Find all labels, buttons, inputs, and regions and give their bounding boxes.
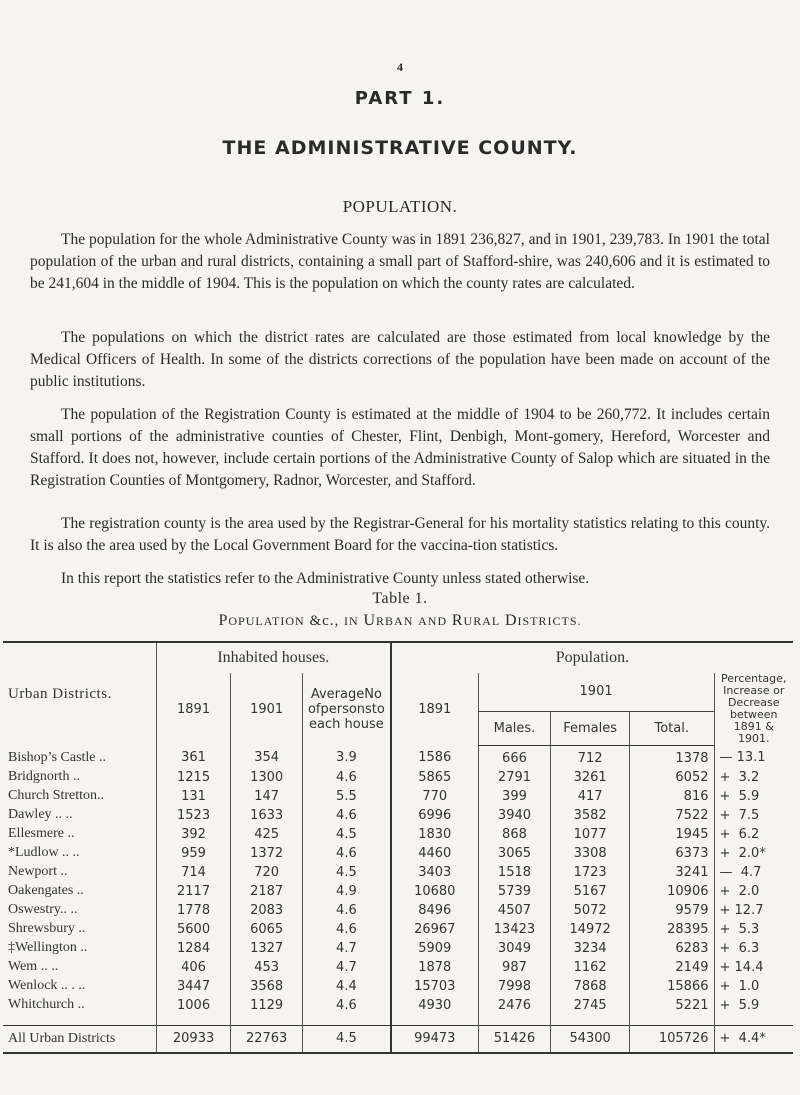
table-row: Wem .. .. 406 453 4.7 1878 987 1162 2149 + 14.4	[3, 958, 793, 977]
table-title: Table 1.	[372, 590, 428, 607]
header-population: Population.	[391, 642, 793, 673]
header-pop-1891: 1891	[391, 673, 478, 745]
table-row: Shrewsbury .. 5600 6065 4.6 26967 13423 14972 28395 + 5.3	[3, 920, 793, 939]
table-row: Bishop’s Castle .. 361 354 3.9 1586 666 712 1378 — 13.1	[3, 745, 793, 768]
paragraph-1: The population for the whole Administrative County was in 1891 236,827, and in 1901, 239,783. In 1901 the total population of the urban and rural districts, containing a small part of Stafford-shire, was 240,606 and it is estimated to be 241,604 in the middle of 1904. This is the population on which the county rates are calculated.	[30, 231, 770, 292]
table-row: Ellesmere .. 392 425 4.5 1830 868 1077 1945 + 6.2	[3, 825, 793, 844]
header-urban-districts: Urban Districts.	[8, 685, 112, 702]
section-heading: POPULATION.	[342, 197, 458, 216]
spacer-row	[3, 1015, 793, 1026]
page-number: 4	[397, 60, 403, 74]
header-males: Males.	[478, 711, 551, 745]
part-heading: PART 1.	[354, 88, 446, 109]
population-table	[3, 641, 793, 1054]
table-row: Oakengates .. 2117 2187 4.9 10680 5739 5167 10906 + 2.0	[3, 882, 793, 901]
header-total: Total.	[629, 711, 714, 745]
header-pop-1901: 1901	[478, 673, 714, 711]
table-row: Newport .. 714 720 4.5 3403 1518 1723 3241 — 4.7	[3, 863, 793, 882]
total-row: All Urban Districts 20933 22763 4.5 99473 51426 54300 105726 + 4.4*	[3, 1025, 793, 1053]
table-row: Whitchurch .. 1006 1129 4.6 4930 2476 2745 5221 + 5.9	[3, 996, 793, 1015]
header-houses-1901: 1901	[231, 673, 303, 745]
header-percentage: Percentage, Increase or Decrease between 1891 & 1901.	[714, 673, 793, 745]
table-row: Dawley .. .. 1523 1633 4.6 6996 3940 3582 7522 + 7.5	[3, 806, 793, 825]
table-row: Oswestry.. .. 1778 2083 4.6 8496 4507 5072 9579 + 12.7	[3, 901, 793, 920]
paragraph-2: The populations on which the district rates are calculated are those estimated from local knowledge by the Medical Officers of Health. In some of the districts corrections of the population have been made on account of the public institutions.	[30, 329, 770, 390]
table-subtitle: POPULATION &c., IN URBAN AND RURAL DISTRICTS.	[218, 612, 582, 629]
paragraph-4: The registration county is the area used by the Registrar-General for his mortality statistics relating to this county. It is also the area used by the Local Government Board for the vaccina-tion statistics.	[30, 515, 770, 554]
header-inhabited-houses: Inhabited houses.	[156, 642, 391, 673]
table-row: ‡Wellington .. 1284 1327 4.7 5909 3049 3234 6283 + 6.3	[3, 939, 793, 958]
county-heading: THE ADMINISTRATIVE COUNTY.	[222, 137, 578, 159]
header-females: Females	[551, 711, 630, 745]
paragraph-3: The population of the Registration County is estimated at the middle of 1904 to be 260,772. It includes certain small portions of the administrative counties of Chester, Flint, Denbigh, Mont-gomery, Hereford, Worcester and Stafford. It does not, however, include certain portions of the Administrative County of Salop which are situated in the Registration Counties of Montgomery, Radnor, Worcester, and Stafford.	[30, 406, 770, 489]
paragraph-5: In this report the statistics refer to the Administrative County unless stated otherwise.	[61, 570, 590, 587]
table-row: *Ludlow .. .. 959 1372 4.6 4460 3065 3308 6373 + 2.0*	[3, 844, 793, 863]
table-row: Bridgnorth .. 1215 1300 4.6 5865 2791 3261 6052 + 3.2	[3, 768, 793, 787]
table-row: Wenlock .. . .. 3447 3568 4.4 15703 7998 7868 15866 + 1.0	[3, 977, 793, 996]
table-row: Church Stretton.. 131 147 5.5 770 399 417 816 + 5.9	[3, 787, 793, 806]
header-average-persons: AverageNo ofpersonsto each house	[302, 673, 390, 745]
header-houses-1891: 1891	[156, 673, 231, 745]
